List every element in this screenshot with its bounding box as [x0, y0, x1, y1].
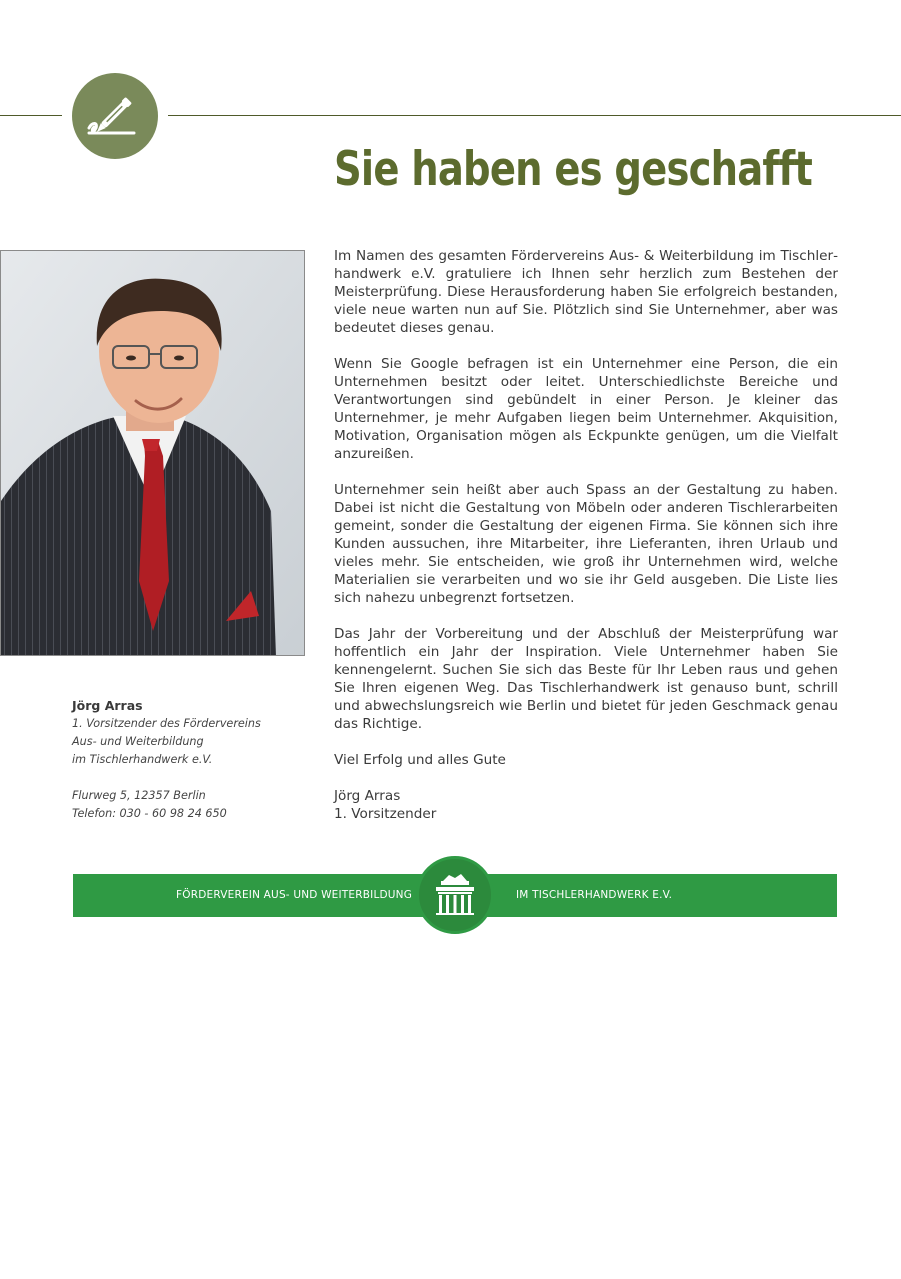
top-divider-right [168, 115, 901, 116]
contact-role-line-1: 1. Vorsitzender des Fördervereins [72, 717, 261, 730]
portrait-photo [0, 250, 305, 656]
page-title: Sie haben es geschafft [334, 142, 812, 197]
letter-paragraph-3: Unternehmer sein heißt aber auch Spass an der Gestaltung zu haben. Dabei ist nicht die Gestaltung von Möbeln oder anderen Tischlerarbeiten gemeint, sonder die Gestaltung der eigenen Firma. Sie können sich ihre Kunden aussuchen, ihre Mitarbeiter, ihre Lieferanten, ihren Urlaub und vieles mehr. Sie entscheiden, wie groß ihr Unternehmen wird, welche Materialien sie verarbeiten und wo sie ihr Geld ausgeben. Die Liste lies sich nahezu unbegrenzt fortsetzen. [334, 482, 838, 606]
top-divider-left [0, 115, 62, 116]
contact-phone: Telefon: 030 - 60 98 24 650 [72, 807, 227, 820]
letter-paragraph-4: Das Jahr der Vorbereitung und der Abschluß der Meisterprüfung war hoffentlich ein Jahr der Inspiration. Viele Unternehmer haben Sie kennengelernt. Suchen Sie sich das Beste für Ihr Leben raus und gehen Sie Ihren eigenen Weg. Das Tischlerhandwerk ist genauso bunt, schrill und abwechslungsreich wie Berlin und bietet für jeden Geschmack genau das Richtige. [334, 626, 838, 732]
letter-paragraph-2: Wenn Sie Google befragen ist ein Unternehmer eine Person, die ein Unternehmen besitzt oder leitet. Unterschiedlichste Bereiche und Verantwortungen sind gebündelt in einer Person. Je kleiner das Unternehmer, je mehr Aufgaben liegen beim Unternehmer. Akquisition, Motivation, Organisation mögen als Eckpunkte genügen, um die Vielfalt anzureißen. [334, 356, 838, 462]
contact-address: Flurweg 5, 12357 Berlin [72, 789, 206, 802]
contact-card [72, 697, 312, 823]
contact-role-line-3: im Tischlerhandwerk e.V. [72, 753, 213, 766]
footer-text-left: FÖRDERVEREIN AUS- UND WEITERBILDUNG [176, 889, 413, 901]
signature-role: 1. Vorsitzender [334, 806, 437, 822]
brandenburg-gate-plane-icon [416, 856, 494, 934]
footer-text-right: IM TISCHLERHANDWERK E.V. [516, 889, 673, 901]
pen-writing-icon [72, 73, 158, 159]
contact-role-line-2: Aus- und Weiterbildung [72, 735, 204, 748]
letter-closing: Viel Erfolg und alles Gute [334, 752, 506, 768]
signature-name: Jörg Arras [334, 788, 401, 804]
letter-body [334, 247, 838, 841]
letter-signature [334, 787, 838, 823]
contact-name: Jörg Arras [72, 698, 143, 713]
letter-paragraph-1: Im Namen des gesamten Fördervereins Aus- & Weiterbildung im Tischlerhandwerk e.V. gratuliere ich Ihnen sehr herzlich zum Bestehen der Meisterprüfung. Diese Herausforderung haben Sie erfolgreich bestanden, viele neue warten nun auf Sie. Plötzlich sind Sie Unternehmer, aber was bedeutet dieses genau. [334, 248, 838, 336]
